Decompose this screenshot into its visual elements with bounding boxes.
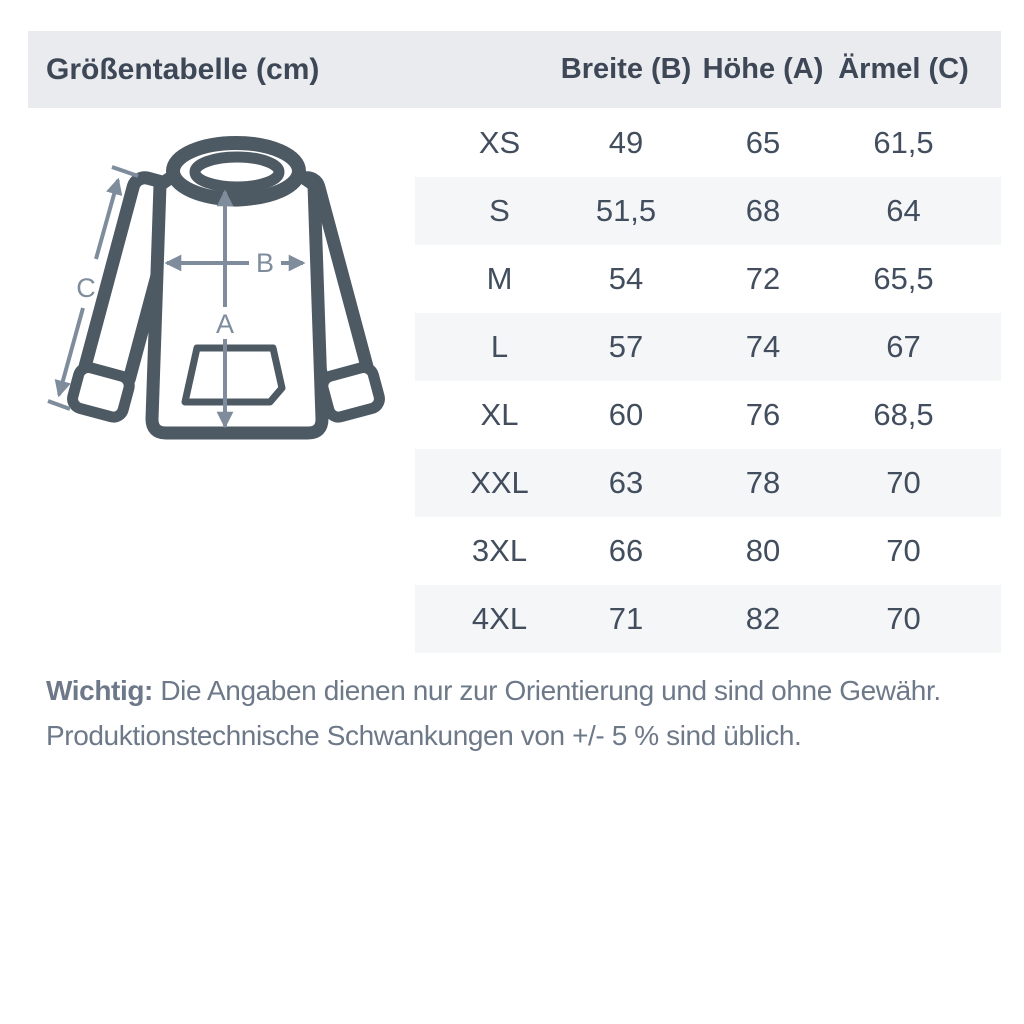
- size-cell: S: [489, 193, 510, 228]
- label-b: B: [255, 248, 275, 278]
- aermel-cell: 70: [886, 465, 921, 500]
- table-row: [415, 177, 1001, 245]
- table-row: [415, 517, 1001, 585]
- hoehe-cell: 65: [745, 125, 781, 160]
- disclaimer-text-1: Die Angaben dienen nur zur Orientierung und sind ohne Gewähr.: [160, 675, 941, 706]
- hoehe-cell: 78: [745, 465, 781, 500]
- table-row: [415, 245, 1001, 313]
- label-a: A: [215, 309, 235, 339]
- breite-cell: 71: [608, 601, 644, 636]
- hoehe-cell: 82: [745, 601, 781, 636]
- size-table: [415, 109, 1001, 653]
- column-header-hoehe: Höhe (A): [702, 53, 824, 85]
- hoodie-measurement-diagram: [36, 125, 416, 455]
- table-row: [415, 449, 1001, 517]
- breite-cell: 63: [608, 465, 644, 500]
- column-header-aermel: Ärmel (C): [838, 53, 969, 85]
- size-cell: XS: [478, 125, 521, 160]
- aermel-cell: 64: [886, 193, 921, 228]
- aermel-cell: 67: [886, 329, 921, 364]
- column-header-breite: Breite (B): [560, 53, 692, 85]
- disclaimer-line-2: Produktionstechnische Schwankungen von +/- 5 % sind üblich.: [46, 720, 802, 751]
- aermel-cell: 68,5: [873, 397, 934, 432]
- hoehe-cell: 76: [745, 397, 781, 432]
- size-cell: XXL: [470, 465, 529, 500]
- hoehe-cell: 68: [745, 193, 781, 228]
- table-row: [415, 585, 1001, 653]
- breite-cell: 57: [608, 329, 644, 364]
- aermel-cell: 70: [886, 601, 921, 636]
- breite-cell: 60: [608, 397, 644, 432]
- size-cell: L: [490, 329, 509, 364]
- label-c: C: [76, 273, 96, 303]
- column-headers: [415, 31, 1001, 108]
- column-header-spacer: [415, 31, 562, 108]
- aermel-cell: 61,5: [873, 125, 934, 160]
- size-cell: 4XL: [471, 601, 528, 636]
- table-row: [415, 381, 1001, 449]
- hoehe-cell: 74: [745, 329, 781, 364]
- breite-cell: 51,5: [595, 193, 657, 228]
- breite-cell: 54: [608, 261, 644, 296]
- size-cell: 3XL: [471, 533, 528, 568]
- disclaimer-prefix: Wichtig:: [46, 675, 153, 706]
- size-cell: XL: [480, 397, 519, 432]
- disclaimer-note: [46, 668, 986, 758]
- page-title: Größentabelle (cm): [46, 52, 320, 86]
- aermel-cell: 70: [886, 533, 921, 568]
- hoehe-cell: 80: [745, 533, 781, 568]
- table-row: [415, 313, 1001, 381]
- table-header-band: [28, 31, 1001, 108]
- size-cell: M: [486, 261, 513, 296]
- aermel-cell: 65,5: [873, 261, 934, 296]
- disclaimer-line-1: [46, 668, 986, 713]
- breite-cell: 66: [608, 533, 644, 568]
- hoehe-cell: 72: [745, 261, 781, 296]
- breite-cell: 49: [608, 125, 644, 160]
- table-row: [415, 109, 1001, 177]
